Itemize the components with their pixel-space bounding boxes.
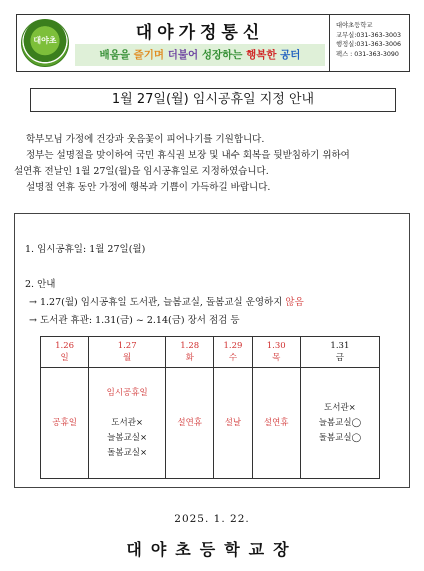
slogan-word: 배움을: [99, 49, 134, 61]
calendar-status-cell: [214, 368, 252, 479]
calendar-date-cell: [89, 337, 166, 368]
calendar-status-cell: [252, 368, 300, 479]
calendar-date-cell: [214, 337, 252, 368]
logo-text: 대야초: [33, 36, 57, 45]
contact-fax: 팩스 : 031-363-3090: [336, 50, 399, 58]
slogan-word: 공터: [280, 49, 301, 61]
contact-office: 교무실:031-363-3003: [336, 31, 401, 39]
contact-school: 대야초등학교: [336, 22, 373, 29]
greeting-paragraph: 학부모님 가정에 건강과 웃음꽃이 피어나기를 기원합니다.: [26, 134, 265, 145]
holiday-item: 1. 임시공휴일: 1월 27일(월): [25, 244, 146, 255]
principal-signature: 대야초등학교장: [126, 540, 298, 559]
calendar-date: 1.30: [266, 341, 286, 351]
calendar-weekday: 목: [272, 353, 281, 363]
calendar-status-cell: [89, 368, 166, 479]
calendar-status-line: 임시공휴일: [106, 387, 148, 398]
slogan-word: 성장하는: [201, 49, 247, 61]
calendar-date: 1.26: [55, 341, 75, 351]
notice-subject: 1월 27일(월) 임시공휴일 지정 안내: [30, 88, 396, 112]
calendar-weekday: 금: [335, 353, 344, 363]
info-box: [14, 213, 410, 488]
calendar-date-cell: [252, 337, 300, 368]
calendar-status-line: 늘봄교실◯: [318, 417, 362, 428]
calendar-weekday: 수: [228, 353, 238, 363]
calendar-status-line: [90, 401, 164, 416]
newsletter-header: [16, 14, 410, 72]
slogan-word: 더불어: [167, 49, 202, 61]
calendar-weekday: 월: [123, 353, 132, 363]
calendar-status-line: 늘봄교실×: [107, 432, 148, 443]
school-logo: [21, 19, 69, 67]
school-slogan: [75, 44, 325, 66]
calendar-status-line: 도서관×: [324, 402, 356, 413]
newsletter-title: 대야가정통신: [135, 23, 265, 43]
calendar-body-row: [41, 368, 380, 479]
calendar-status-line: 도서관×: [111, 417, 144, 428]
body-paragraph-line1: 정부는 설명절을 맞이하여 국민 휴식권 보장 및 내수 회복을 뒷받침하기 위하여: [26, 150, 350, 161]
calendar-status-line: 돌봄교실×: [107, 447, 148, 458]
arrow-note-library: → 도서관 휴관: 1.31(금) ~ 2.14(금) 장서 점검 등: [29, 315, 240, 326]
calendar-weekday: 일: [60, 353, 69, 363]
holiday-calendar-table: [40, 336, 380, 479]
guide-item: 2. 안내: [25, 279, 56, 290]
issue-date: 2025. 1. 22.: [174, 513, 250, 525]
calendar-header-row: [41, 337, 380, 368]
calendar-status-cell: [41, 368, 89, 479]
calendar-status-line: 돌봄교실◯: [318, 432, 362, 443]
closing-paragraph: 설명절 연휴 동안 가정에 행복과 기쁨이 가득하길 바랍니다.: [26, 182, 271, 193]
contact-admin: 행정실:031-363-3006: [336, 41, 401, 48]
calendar-status-line: 설날: [224, 417, 242, 428]
contact-info: [329, 15, 409, 71]
calendar-status-line: 설연휴: [263, 417, 289, 428]
calendar-status-line: 설연휴: [177, 417, 203, 428]
calendar-status-line: 공휴일: [52, 417, 77, 428]
slogan-word: 행복한: [246, 49, 281, 61]
arrow-note-text: → 1.27(월) 임시공휴일 도서관, 늘봄교실, 돌봄교실 운영하지: [29, 297, 286, 308]
slogan-word: 즐기며: [133, 49, 168, 61]
calendar-date-cell: [41, 337, 89, 368]
arrow-note-closed: [29, 294, 304, 308]
calendar-date-cell: [300, 337, 379, 368]
calendar-date: 1.29: [223, 341, 243, 351]
calendar-date: 1.31: [330, 341, 350, 351]
calendar-status-cell: [166, 368, 214, 479]
body-paragraph-line2: 설연휴 전날인 1월 27일(월)을 임시공휴일로 지정하였습니다.: [14, 166, 269, 177]
calendar-date: 1.28: [180, 341, 200, 351]
calendar-status-cell: [300, 368, 379, 479]
calendar-date: 1.27: [117, 341, 137, 351]
calendar-date-cell: [166, 337, 214, 368]
not-operating-emphasis: 않음: [285, 297, 304, 308]
calendar-weekday: 화: [185, 353, 194, 363]
